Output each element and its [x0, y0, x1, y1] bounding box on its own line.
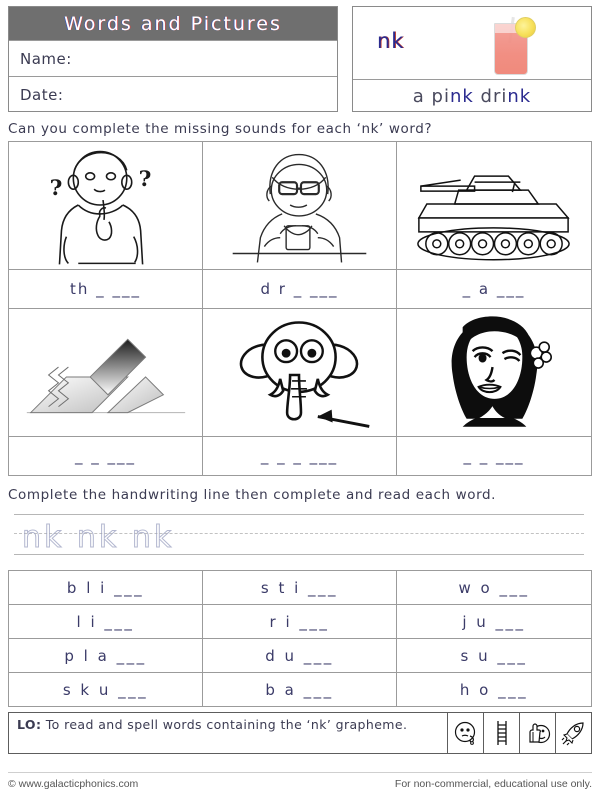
word-text: w o ___ — [458, 578, 530, 597]
word-row — [9, 639, 591, 673]
picture-cell-drink — [203, 142, 397, 269]
elephant-trunk-icon — [203, 309, 396, 436]
word-text: b a ___ — [265, 680, 334, 699]
title-name-date-box — [8, 6, 338, 112]
answer-cell[interactable] — [9, 437, 203, 475]
word-cell[interactable] — [9, 673, 203, 706]
grapheme-letters: nk — [377, 29, 405, 53]
answer-text: d r _ ___ — [260, 280, 339, 298]
answer-row-1 — [9, 269, 591, 308]
word-text: h o ___ — [459, 680, 529, 699]
handwriting-practice-line[interactable] — [14, 512, 584, 558]
answer-row-2 — [9, 436, 591, 475]
answer-cell[interactable] — [203, 437, 397, 475]
word-cell[interactable] — [203, 605, 397, 638]
word-text: d u ___ — [265, 646, 334, 665]
handwriting-top-line — [14, 514, 584, 515]
picture-cell-wink — [397, 309, 591, 436]
trace-letters: nk nk nk — [22, 520, 175, 555]
picture-row-2 — [9, 308, 591, 436]
word-cell[interactable] — [9, 605, 203, 638]
grapheme-panel — [352, 6, 592, 112]
lo-body: To read and spell words containing the ‘nk’ grapheme. — [45, 717, 408, 732]
word-text: j u ___ — [462, 612, 526, 631]
picture-cell-think — [9, 142, 203, 269]
grapheme-picture-area — [353, 7, 591, 79]
footer-usage-note: For non-commercial, educational use only. — [394, 778, 592, 790]
word-text: s k u ___ — [62, 680, 149, 699]
svg-text:?: ? — [138, 167, 152, 193]
rocket-icon[interactable] — [555, 713, 591, 753]
footer-copyright: © www.galacticphonics.com — [8, 778, 139, 790]
winking-woman-icon — [397, 309, 591, 436]
tank-icon — [397, 142, 591, 269]
ice-rink-icon — [9, 309, 202, 436]
lo-icon-group — [447, 713, 591, 753]
thumbs-up-face-icon[interactable] — [519, 713, 555, 753]
worksheet-title-bar — [9, 7, 337, 40]
name-field-row[interactable] — [9, 40, 337, 76]
word-cell[interactable] — [203, 571, 397, 604]
word-row — [9, 673, 591, 706]
svg-text:?: ? — [49, 176, 63, 202]
word-text: b l i ___ — [66, 578, 145, 597]
word-cell[interactable] — [9, 571, 203, 604]
word-cell[interactable] — [397, 571, 591, 604]
picture-task-instruction: Can you complete the missing sounds for each ‘nk’ word? — [8, 121, 433, 137]
name-label: Name: — [20, 49, 72, 68]
handwriting-task-instruction: Complete the handwriting line then complete and read each word. — [8, 487, 497, 503]
learning-objective-text — [9, 713, 447, 753]
answer-cell[interactable] — [397, 437, 591, 475]
pink-drink-icon — [480, 15, 540, 75]
answer-text: th _ ___ — [70, 280, 141, 298]
word-row — [9, 571, 591, 605]
thinking-man-icon — [9, 142, 202, 269]
lo-prefix: LO: — [17, 717, 42, 732]
picture-cell-trunk — [203, 309, 397, 436]
date-label: Date: — [20, 85, 64, 104]
word-cell[interactable] — [397, 673, 591, 706]
answer-cell[interactable] — [397, 270, 591, 308]
thinking-face-icon[interactable] — [447, 713, 483, 753]
picture-cell-tank — [397, 142, 591, 269]
footer-divider — [8, 772, 592, 773]
ladder-icon[interactable] — [483, 713, 519, 753]
picture-row-1 — [9, 142, 591, 269]
answer-cell[interactable] — [9, 270, 203, 308]
answer-text: _ _ ___ — [74, 447, 137, 465]
word-cell[interactable] — [203, 639, 397, 672]
picture-answer-table — [8, 141, 592, 476]
lemon-slice-icon — [515, 17, 536, 38]
word-text: s u ___ — [460, 646, 528, 665]
woman-drinking-icon — [203, 142, 396, 269]
word-cell[interactable] — [397, 639, 591, 672]
date-field-row[interactable] — [9, 76, 337, 112]
word-text: s t i ___ — [260, 578, 339, 597]
picture-cell-rink — [9, 309, 203, 436]
answer-text: _ a ___ — [462, 280, 526, 298]
answer-cell[interactable] — [203, 270, 397, 308]
word-cell[interactable] — [9, 639, 203, 672]
answer-text: _ _ _ ___ — [260, 447, 339, 465]
word-cell[interactable] — [203, 673, 397, 706]
word-text: l i ___ — [76, 612, 135, 631]
caption-text: a pink drink — [412, 86, 532, 107]
word-completion-table — [8, 570, 592, 707]
page-title: Words and Pictures — [64, 12, 282, 35]
top-section — [8, 6, 592, 112]
word-row — [9, 605, 591, 639]
word-text: r i ___ — [269, 612, 330, 631]
answer-text: _ _ ___ — [463, 447, 525, 465]
word-cell[interactable] — [397, 605, 591, 638]
learning-objective-box — [8, 712, 592, 754]
word-text: p l a ___ — [64, 646, 147, 665]
grapheme-caption — [353, 79, 591, 113]
